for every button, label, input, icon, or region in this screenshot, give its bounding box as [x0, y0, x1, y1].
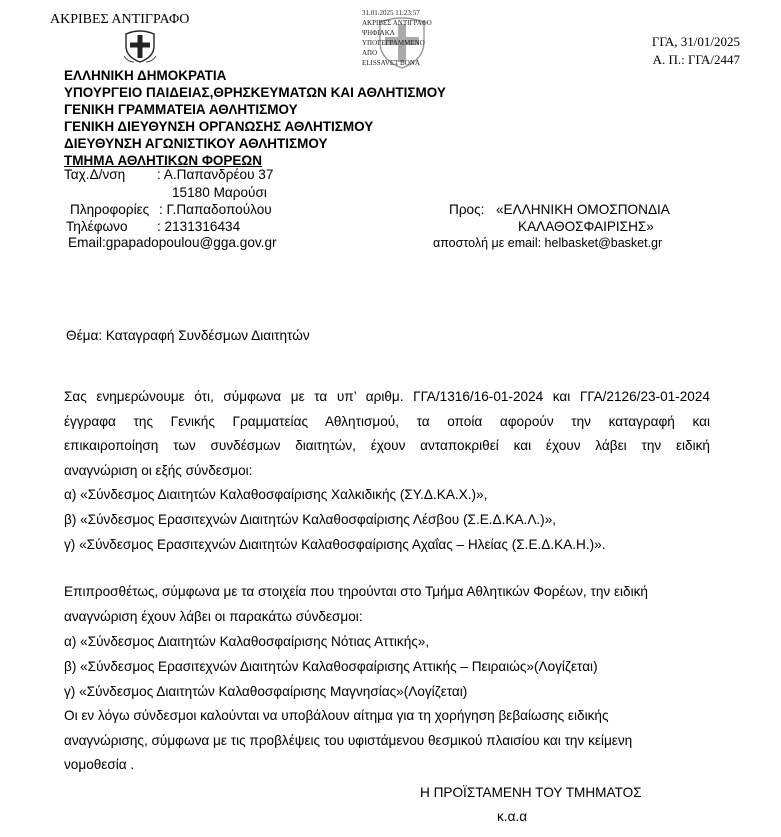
- header-line: ΓΕΝΙΚΗ ΔΙΕΥΘΥΝΣΗ ΟΡΓΑΝΩΣΗΣ ΑΘΛΗΤΙΣΜΟΥ: [64, 119, 374, 134]
- stamp-line: ΑΚΡΙΒΕΣ ΑΝΤΙΓΡΑΦΟ: [362, 19, 432, 27]
- stamp-line: ΨΗΦΙΑΚΑ: [362, 29, 395, 37]
- signatory-kaa: κ.α.α: [497, 809, 528, 824]
- address-label: Ταχ.Δ/νση: [64, 167, 126, 182]
- recipient-email: αποστολή με email: helbasket@basket.gr: [433, 236, 663, 250]
- address-value: : Α.Παπανδρέου 37: [157, 167, 274, 182]
- info-label: Πληροφορίες: [70, 202, 150, 217]
- paragraph-line: Οι εν λόγω σύνδεσμοι καλούνται να υποβάλουν αίτημα για τη χορήγηση βεβαίωσης ειδικής: [64, 708, 609, 723]
- list-item: β) «Σύνδεσμος Ερασιτεχνών Διαιτητών Καλαθοσφαίρισης Λέσβου (Σ.Ε.Δ.ΚΑ.Λ.)»,: [64, 512, 557, 527]
- phone-value: : 2131316434: [157, 219, 241, 234]
- stamp-datetime: 31.01.2025 11:23:57: [362, 9, 420, 17]
- paragraph-line: επικαιροποίηση των συνδέσμων διαιτητών, έχουν ανταποκριθεί και έχουν λάβει την ειδική: [64, 438, 710, 453]
- phone-label: Τηλέφωνο: [66, 219, 128, 234]
- header-line: ΔΙΕΥΘΥΝΣΗ ΑΓΩΝΙΣΤΙΚΟΥ ΑΘΛΗΤΙΣΜΟΥ: [64, 136, 328, 151]
- list-item: α) «Σύνδεσμος Διαιτητών Καλαθοσφαίρισης Νότιας Αττικής»,: [64, 634, 430, 649]
- list-item: α) «Σύνδεσμος Διαιτητών Καλαθοσφαίρισης Χαλκιδικής (ΣΥ.Δ.ΚΑ.Χ.)»,: [64, 487, 488, 502]
- list-item: γ) «Σύνδεσμος Διαιτητών Καλαθοσφαίρισης Μαγνησίας»(Λογίζεται): [64, 684, 468, 699]
- issuer-header: [64, 67, 446, 169]
- paragraph-line: Επιπροσθέτως, σύμφωνα με τα στοιχεία που τηρούνται στο Τμήμα Αθλητικών Φορέων, την ειδική: [64, 584, 648, 599]
- paragraph-line: αναγνώρισης, σύμφωνα με τις προβλέψεις του υφιστάμενου θεσμικού πλαισίου και την κείμενη: [64, 733, 633, 748]
- stamp-line: ΥΠΟΓΕΓΡΑΜΜΕΝΟ: [362, 39, 425, 47]
- stamp-line: ΑΠΟ: [362, 49, 378, 57]
- recipient-name-continued: ΚΑΛΑΘΟΣΦΑΙΡΙΣΗΣ»: [518, 219, 654, 234]
- paragraph-line: αναγνώριση οι εξής σύνδεσμοι:: [64, 463, 253, 478]
- info-value: : Γ.Παπαδοπούλου: [159, 202, 272, 217]
- greek-coat-of-arms-icon: [122, 26, 158, 64]
- subject-line: Θέμα: Καταγραφή Συνδέσμων Διαιτητών: [66, 328, 310, 343]
- paragraph-line: Σας ενημερώνουμε ότι, σύμφωνα με τα υπ’ αριθμ. ΓΓΑ/1316/16-01-2024 και ΓΓΑ/2126/23-01-2024: [64, 389, 710, 404]
- copy-stamp-text: ΑΚΡΙΒΕΣ ΑΝΤΙΓΡΑΦΟ: [50, 12, 190, 27]
- recipient-label: Προς:: [449, 202, 485, 217]
- paragraph-line: αναγνώριση έχουν λάβει οι παρακάτω σύνδεσμοι:: [64, 609, 363, 624]
- signatory-title: Η ΠΡΟΪΣΤΑΜΕΝΗ ΤΟΥ ΤΜΗΜΑΤΟΣ: [420, 785, 642, 800]
- header-line: ΕΛΛΗΝΙΚΗ ΔΗΜΟΚΡΑΤΙΑ: [64, 68, 227, 83]
- protocol-number: Α. Π.: ΓΓΑ/2447: [652, 52, 740, 67]
- recipient-name: «ΕΛΛΗΝΙΚΗ ΟΜΟΣΠΟΝΔΙΑ: [496, 202, 670, 217]
- header-line: ΥΠΟΥΡΓΕΙΟ ΠΑΙΔΕΙΑΣ,ΘΡΗΣΚΕΥΜΑΤΩΝ ΚΑΙ ΑΘΛΗΤΙΣΜΟΥ: [64, 85, 446, 100]
- paragraph-line: έγγραφα της Γενικής Γραμματείας Αθλητισμού, τα οποία αφορούν την καταγραφή και: [64, 414, 710, 429]
- list-item: γ) «Σύνδεσμος Ερασιτεχνών Διαιτητών Καλαθοσφαίρισης Αχαΐας – Ηλείας (Σ.Ε.Δ.ΚΑ.Η.)».: [64, 537, 606, 552]
- department-name: ΤΜΗΜΑ ΑΘΛΗΤΙΚΩΝ ΦΟΡΕΩΝ: [64, 153, 262, 168]
- paragraph-line: νομοθεσία .: [64, 757, 135, 772]
- list-item: β) «Σύνδεσμος Ερασιτεχνών Διαιτητών Καλαθοσφαίρισης Αττικής – Πειραιώς»(Λογίζεται): [64, 659, 598, 674]
- sender-email: Email:gpapadopoulou@gga.gov.gr: [68, 235, 277, 250]
- header-line: ΓΕΝΙΚΗ ΓΡΑΜΜΑΤΕΙΑ ΑΘΛΗΤΙΣΜΟΥ: [64, 102, 298, 117]
- address-city: 15180 Μαρούσι: [172, 185, 267, 200]
- stamp-signer: ELISSAVET BONA: [362, 59, 420, 67]
- reference-block: [652, 33, 740, 69]
- document-date: ΓΓΑ, 31/01/2025: [651, 34, 740, 49]
